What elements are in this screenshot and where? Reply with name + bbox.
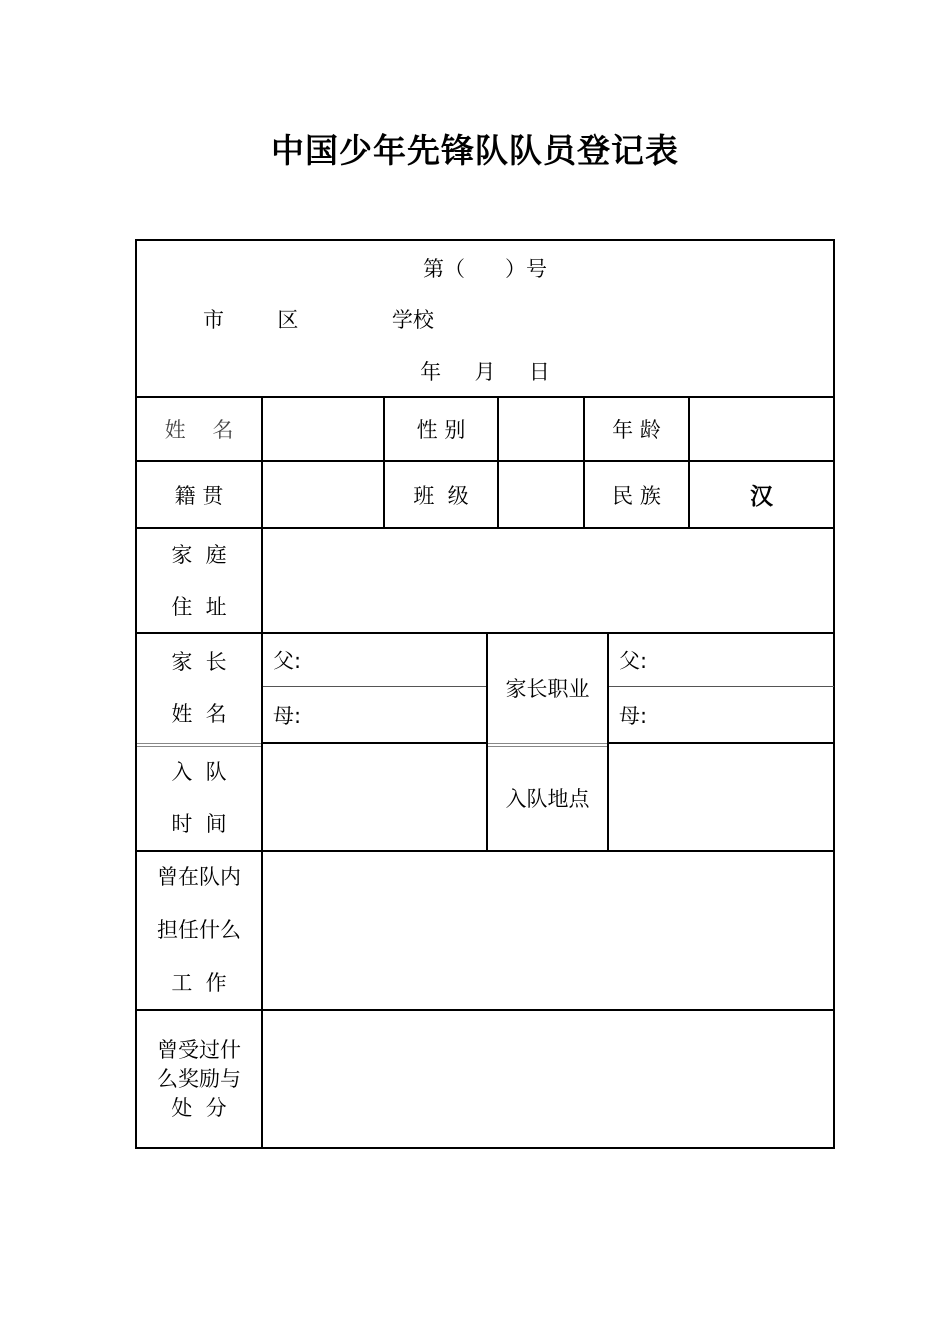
parent-name-label-line-2: 姓 名 bbox=[171, 702, 227, 726]
border-top bbox=[135, 239, 835, 241]
mother-job-field[interactable]: 母: bbox=[619, 703, 648, 728]
awards-label-line-3: 处 分 bbox=[171, 1095, 227, 1120]
join-time-label bbox=[137, 746, 261, 850]
row-divider bbox=[609, 742, 834, 744]
city-line: 市 区 学校 bbox=[203, 308, 434, 332]
join-time-label-line-2: 时 间 bbox=[171, 812, 227, 836]
join-time-field[interactable] bbox=[263, 746, 486, 850]
parent-name-label-line-1: 家 长 bbox=[171, 650, 227, 674]
class-label: 班 级 bbox=[413, 483, 469, 508]
awards-label bbox=[137, 1011, 261, 1147]
border-bottom bbox=[135, 1147, 835, 1149]
age-label: 年 龄 bbox=[612, 418, 661, 442]
page-title: 中国少年先锋队队员登记表 bbox=[271, 131, 679, 170]
awards-label-line-1: 曾受过什 bbox=[157, 1037, 241, 1062]
awards-label-line-2: 么奖励与 bbox=[157, 1066, 241, 1091]
ethnicity-label: 民 族 bbox=[612, 483, 661, 508]
parent-name-label bbox=[137, 634, 261, 742]
address-label bbox=[137, 529, 261, 632]
join-place-field[interactable] bbox=[609, 746, 833, 850]
roles-label bbox=[137, 852, 261, 1009]
roles-label-line-2: 担任什么 bbox=[157, 918, 241, 942]
join-place-label: 入队地点 bbox=[505, 787, 590, 811]
gender-field[interactable] bbox=[499, 398, 583, 460]
row-divider bbox=[262, 742, 487, 744]
roles-field[interactable] bbox=[263, 852, 833, 1009]
roles-label-line-1: 曾在队内 bbox=[157, 865, 241, 889]
awards-field[interactable] bbox=[263, 1011, 833, 1147]
address-field[interactable] bbox=[263, 529, 833, 632]
date-line: 年 月 日 bbox=[420, 360, 550, 384]
mother-name-field[interactable]: 母: bbox=[273, 703, 302, 728]
name-field[interactable] bbox=[263, 398, 383, 460]
ethnicity-value[interactable]: 汉 bbox=[750, 484, 773, 510]
name-label: 姓 名 bbox=[164, 418, 234, 442]
join-time-label-line-1: 入 队 bbox=[171, 760, 227, 784]
father-job-field[interactable]: 父: bbox=[619, 649, 648, 673]
native-place-label: 籍 贯 bbox=[174, 483, 224, 508]
parent-job-label: 家长职业 bbox=[505, 677, 590, 701]
address-label-line-1: 家 庭 bbox=[171, 542, 227, 567]
registration-form bbox=[135, 239, 835, 1149]
father-name-field[interactable]: 父: bbox=[273, 649, 302, 673]
native-place-field[interactable] bbox=[263, 462, 383, 527]
address-label-line-2: 住 址 bbox=[171, 594, 227, 619]
number-line: 第（ ）号 bbox=[422, 257, 548, 281]
roles-label-line-3: 工 作 bbox=[171, 971, 227, 995]
class-field[interactable] bbox=[499, 462, 583, 527]
gender-label: 性 别 bbox=[416, 418, 466, 442]
age-field[interactable] bbox=[690, 398, 833, 460]
